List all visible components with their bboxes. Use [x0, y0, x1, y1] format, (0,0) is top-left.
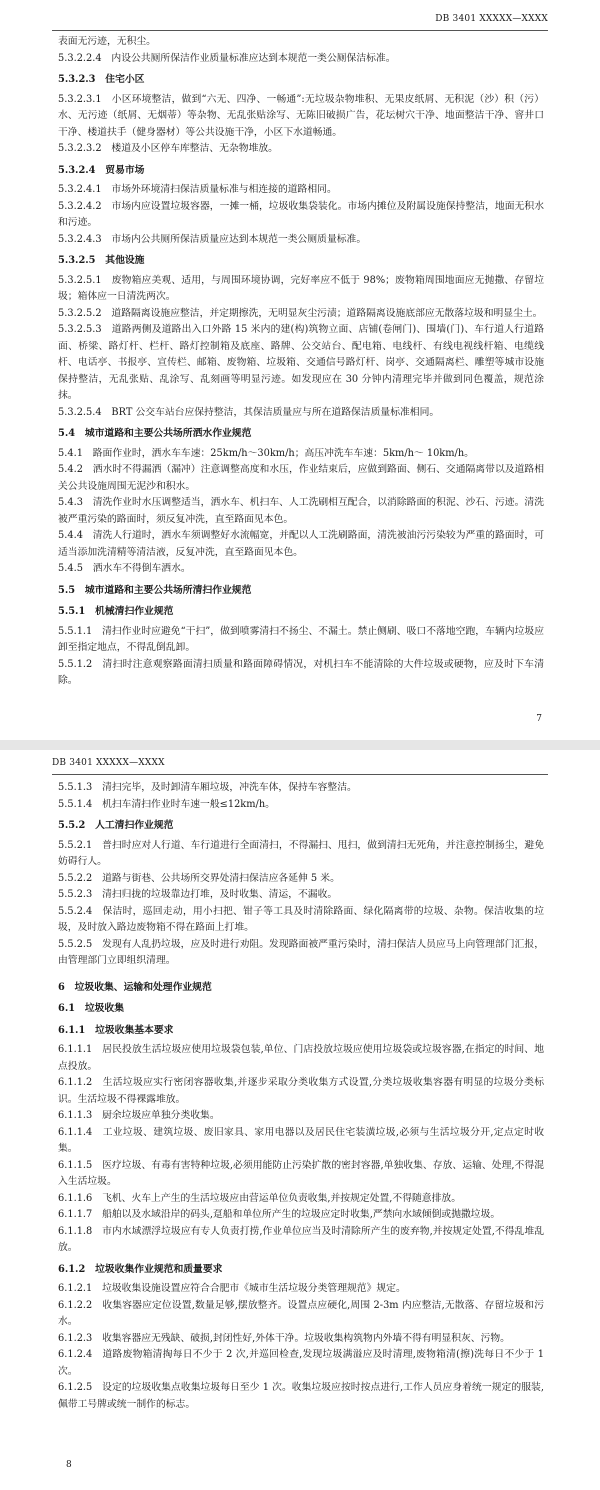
- paragraph: 6.1.2.5 设定的垃圾收集点收集垃圾每日至少 1 次。收集垃圾应按时按点进行,工作人员应身着统一规定的服装,佩带工号牌或统一制作的标志。: [58, 1382, 544, 1410]
- paragraph: 6.1.2.2 收集容器应定位设置,数量足够,摆放整齐。设置点应硬化,周围 2-3m 内应整洁,无散落、存留垃圾和污水。: [58, 1299, 544, 1327]
- paragraph: 6.1.2.1 垃圾收集设施设置应符合合肥市《城市生活垃圾分类管理规范》规定。: [58, 1283, 406, 1294]
- section-heading: 5.4 城市道路和主要公共场所洒水作业规范: [58, 428, 252, 439]
- section-heading: 5.3.2.5 其他设施: [58, 255, 145, 266]
- paragraph: 5.3.2.3.2 楼道及小区停车库整洁、无杂物堆放。: [58, 143, 278, 154]
- paragraph: 6.1.1.3 厨余垃圾应单独分类收集。: [58, 1110, 220, 1121]
- paragraph: 6.1.2.3 收集容器应无残缺、破损,封闭性好,外体干净。垃圾收集构筑物内外墙不得有明显积灰、污物。: [58, 1332, 510, 1344]
- page-body: [58, 780, 544, 1413]
- document-page-8: [0, 750, 600, 1490]
- paragraph: 5.5.1.1 清扫作业时应避免“干扫”，做到喷雾清扫不扬尘、不漏土。禁止侧刷、吸口不落地空跑，车辆内垃圾应卸至指定地点，不得乱倒乱卸。: [58, 625, 544, 653]
- paragraph: 6.1.1.5 医疗垃圾、有毒有害特种垃圾,必须用能防止污染扩散的密封容器,单独收集、存放、运输、处理,不得混入生活垃圾。: [58, 1159, 544, 1187]
- header-rule: [52, 30, 548, 31]
- section-heading: 5.5.1 机械清扫作业规范: [58, 606, 174, 617]
- paragraph: 5.4.4 清洗人行道时，洒水车须调整好水流幅宽，并配以人工洗刷路面，清洗被油污污染较为严重的路面时，可适当添加洗清精等清洁液，反复冲洗，直至路面见本色。: [58, 530, 544, 558]
- paragraph: 5.3.2.3.1 小区环境整洁，做到“六无、四净、一畅通”:无垃圾杂物堆积、无果皮纸屑、无积泥（沙）积（污）水、无污迹（纸屑、无烟蒂）等杂物、无乱张贴涂写、无陈旧破损广告，花坛树穴干净、地面整洁干净、窨井口干净、楼道扶手（健身器材）等公共设施干净，小区下水道畅通。: [58, 93, 544, 138]
- section-heading: 6 垃圾收集、运输和处理作业规范: [58, 981, 212, 993]
- paragraph: 5.4.3 清洗作业时水压调整适当，洒水车、机扫车、人工洗刷相互配合，以消除路面的积泥、沙石、污迹。清洗被严重污染的路面时，须反复冲洗，直至路面见本色。: [58, 497, 544, 525]
- paragraph: 6.1.1.7 船舶以及水域沿岸的码头,趸船和单位所产生的垃圾应定时收集,严禁向水域倾倒或抛撒垃圾。: [58, 1209, 501, 1220]
- paragraph: 6.1.1.4 工业垃圾、建筑垃圾、废旧家具、家用电器以及居民住宅装潢垃圾,必须与生活垃圾分开,定点定时收集。: [58, 1126, 544, 1154]
- paragraph: 5.5.1.2 清扫时注意观察路面清扫质量和路面障碍情况，对机扫车不能清除的大件垃圾或硬物，应及时下车清除。: [58, 658, 544, 686]
- page-number: 8: [66, 1460, 72, 1470]
- paragraph: 5.5.2.4 保洁时，巡回走动，用小扫把、钳子等工具及时清除路面、绿化隔离带的垃圾、杂物。保洁收集的垃圾，及时放入路边废物箱不得在路面上打堆。: [58, 905, 544, 933]
- paragraph: 5.3.2.4.2 市场内应设置垃圾容器，一摊一桶，垃圾收集袋装化。市场内摊位及附属设施保持整洁，地面无积水和污迹。: [58, 200, 544, 228]
- paragraph: 6.1.1.8 市内水域漂浮垃圾应有专人负责打捞,作业单位应当及时清除所产生的废弃物,并按规定处置,不得乱堆乱放。: [58, 1225, 544, 1253]
- paragraph: 5.3.2.4.1 市场外环境清扫保洁质量标准与相连接的道路相同。: [58, 184, 337, 195]
- page-header: DB 3401 XXXXX—XXXX: [435, 14, 548, 24]
- paragraph: 5.3.2.5.1 废物箱应美观、适用，与周围环境协调，完好率应不低于 98%；废物箱周围地面应无抛撒、存留垃圾；箱体应一日清洗两次。: [58, 274, 544, 302]
- paragraph: 5.3.2.5.3 道路两侧及道路出入口外路 15 米内的建(构)筑物立面、店铺(卷闸门)、围墙(门)、车行道人行道路面、桥梁、路灯杆、栏杆、路灯控制箱及底座、路牌、公交站台、配电箱、电线杆、有线电视线杆箱、电缆线杆、电话亭、书报亭、宣传栏、邮箱、废物箱、垃圾箱、交通信号路灯杆、岗亭、交通隔离栏、雕塑等城市设施保持整洁，无乱张贴、乱涂写、乱刻画等明显污迹。如发现应在 30 分钟内清理完毕并做到同色覆盖，规范涂抹。: [58, 324, 544, 401]
- header-rule: [52, 774, 548, 775]
- paragraph: 5.5.2.5 发现有人乱扔垃圾，应及时进行劝阻。发现路面被严重污染时，清扫保洁人员应马上向管理部门汇报，由管理部门立即组织清理。: [58, 938, 544, 966]
- paragraph: 6.1.1.6 飞机、火车上产生的生活垃圾应由营运单位负责收集,并按规定处置,不得随意排放。: [58, 1192, 461, 1204]
- paragraph: 5.5.2.2 道路与街巷、公共场所交界处清扫保洁应各延伸 5 米。: [58, 872, 340, 884]
- paragraph: 5.5.1.3 清扫完毕，及时卸清车厢垃圾，冲洗车体，保持车容整洁。: [58, 782, 357, 793]
- section-heading: 5.3.2.4 贸易市场: [58, 164, 145, 176]
- paragraph: 6.1.2.4 道路废物箱清掏每日不少于 2 次,并巡回检查,发现垃圾满溢应及时清理,废物箱清(擦)洗每日不少于 1 次。: [58, 1349, 544, 1377]
- paragraph: 表面无污迹，无积尘。: [58, 36, 156, 47]
- section-heading: 5.3.2.3 住宅小区: [58, 74, 145, 85]
- paragraph: 5.5.2.1 普扫时应对人行道、车行道进行全面清扫，不得漏扫、甩扫，做到清扫无死角，并注意控制扬尘，避免妨碍行人。: [58, 839, 544, 867]
- paragraph: 5.5.2.3 清扫归拢的垃圾靠边打堆，及时收集、清运，不漏收。: [58, 889, 338, 900]
- section-heading: 5.5 城市道路和主要公共场所清扫作业规范: [58, 584, 252, 596]
- paragraph: 5.3.2.2.4 内设公共厕所保洁作业质量标准应达到本规范一类公厕保洁标准。: [58, 52, 396, 64]
- paragraph: 5.4.2 洒水时不得漏洒（漏冲）注意调整高度和水压，作业结束后，应做到路面、侧石、交通隔离带以及道路相关公共设施周围无泥沙和积水。: [58, 464, 544, 492]
- paragraph: 5.3.2.5.4 BRT 公交车站台应保持整洁，其保洁质量应与所在道路保洁质量标准相同。: [58, 406, 440, 418]
- page-number: 7: [536, 714, 542, 724]
- paragraph: 5.3.2.4.3 市场内公共厕所保洁质量应达到本规范一类公厕质量标准。: [58, 233, 367, 245]
- document-page-7: [0, 0, 600, 740]
- page-header: DB 3401 XXXXX—XXXX: [52, 758, 165, 768]
- section-heading: 6.1.2 垃圾收集作业规范和质量要求: [58, 1263, 223, 1275]
- paragraph: 5.4.1 路面作业时，洒水车车速：25km/h～30km/h；高压冲洗车车速：5km/h～ 10km/h。: [58, 447, 474, 459]
- paragraph: 5.4.5 洒水车不得倒车洒水。: [58, 563, 191, 574]
- section-heading: 5.5.2 人工清扫作业规范: [58, 820, 174, 831]
- paragraph: 6.1.1.1 居民投放生活垃圾应使用垃圾袋包装,单位、门店投放垃圾应使用垃圾袋或垃圾容器,在指定的时间、地点投放。: [58, 1044, 544, 1072]
- section-heading: 6.1.1 垃圾收集基本要求: [58, 1024, 174, 1036]
- paragraph: 5.3.2.5.2 道路隔离设施应整洁，并定期擦洗，无明显灰尘污渍；道路隔离设施底部应无散落垃圾和明显尘土。: [58, 307, 543, 319]
- paragraph: 5.5.1.4 机扫车清扫作业时车速一般≤12km/h。: [58, 798, 275, 810]
- page-body: [58, 34, 544, 690]
- section-heading: 6.1 垃圾收集: [58, 1003, 125, 1014]
- paragraph: 6.1.1.2 生活垃圾应实行密闭容器收集,并逐步采取分类收集方式设置,分类垃圾收集容器有明显的垃圾分类标识。生活垃圾不得裸露堆放。: [58, 1077, 544, 1105]
